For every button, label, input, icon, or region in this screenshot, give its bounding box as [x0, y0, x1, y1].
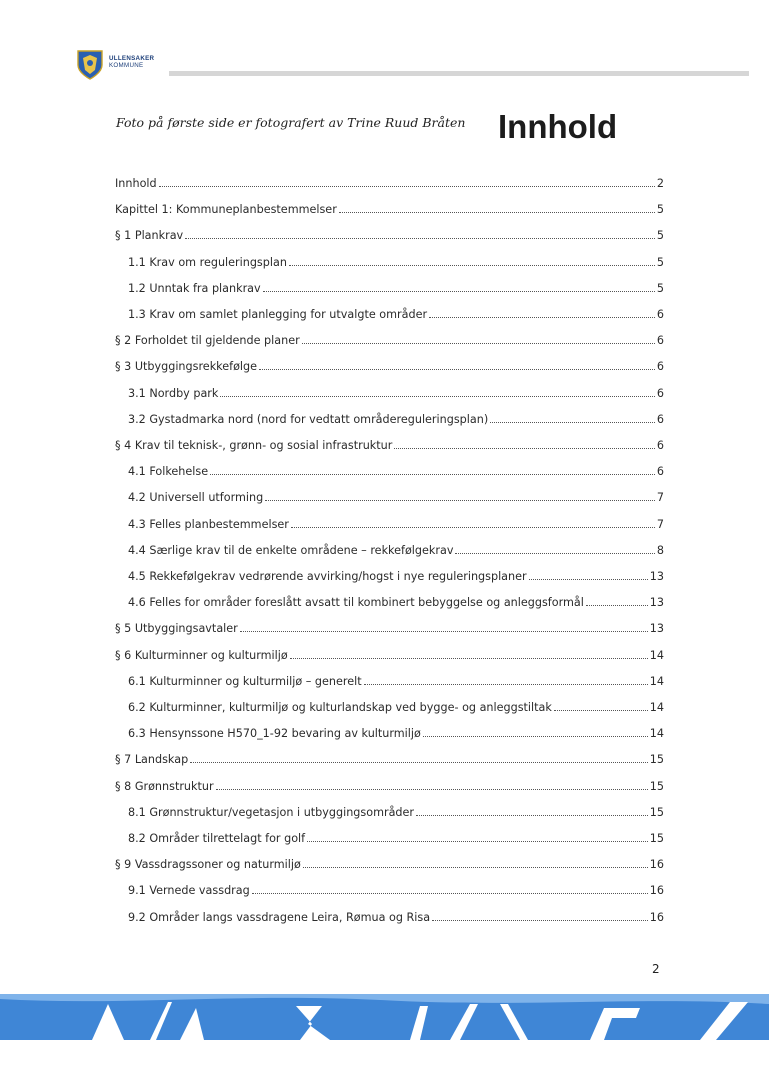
toc-entry-label: Kapittel 1: Kommuneplanbestemmelser: [115, 203, 337, 217]
toc-entry[interactable]: [128, 382, 664, 400]
toc-entry[interactable]: [128, 513, 664, 531]
toc-entry[interactable]: [115, 329, 664, 347]
toc-entry-page: 15: [649, 779, 664, 793]
toc-entry-label: § 9 Vassdragssoner og naturmiljø: [115, 858, 301, 872]
toc-entry-page: 5: [656, 281, 664, 295]
ullensaker-coat-of-arms-icon: [77, 50, 103, 80]
toc-entry-page: 15: [649, 832, 664, 845]
toc-entry-label: 4.3 Felles planbestemmelser: [128, 517, 289, 531]
toc-dot-leader: [185, 238, 655, 239]
toc-dot-leader: [529, 579, 648, 580]
toc-entry[interactable]: [115, 198, 664, 216]
toc-entry-label: 6.1 Kulturminner og kulturmiljø – generelt: [128, 674, 362, 688]
page-title: Innhold: [498, 108, 618, 145]
toc-entry-label: 1.1 Krav om reguleringsplan: [128, 255, 287, 269]
toc-entry-label: 1.2 Unntak fra plankrav: [128, 281, 261, 295]
toc-dot-leader: [159, 186, 655, 187]
toc-entry-page: 15: [649, 753, 664, 767]
toc-entry[interactable]: [128, 722, 664, 740]
toc-entry-label: § 4 Krav til teknisk-, grønn- og sosial infrastruktur: [115, 439, 393, 452]
toc-entry-page: 14: [649, 674, 664, 688]
toc-entry[interactable]: [128, 565, 664, 583]
toc-entry[interactable]: [128, 670, 664, 688]
toc-entry[interactable]: [115, 853, 664, 871]
toc-dot-leader: [240, 631, 648, 632]
toc-entry[interactable]: [128, 303, 664, 321]
toc-dot-leader: [490, 422, 655, 423]
toc-dot-leader: [290, 658, 648, 659]
toc-entry-label: 6.2 Kulturminner, kulturmiljø og kulturlandskap ved bygge- og anleggstiltak: [128, 701, 552, 714]
toc-dot-leader: [252, 893, 648, 894]
toc-entry-page: 5: [656, 203, 664, 217]
toc-dot-leader: [423, 736, 648, 737]
toc-entry[interactable]: [115, 775, 664, 793]
toc-entry-label: 9.2 Områder langs vassdragene Leira, Rømua og Risa: [128, 910, 431, 924]
toc-entry-label: § 6 Kulturminner og kulturmiljø: [115, 648, 288, 662]
page-number: 2: [652, 962, 660, 976]
toc-entry[interactable]: [128, 906, 664, 924]
toc-entry-page: 14: [649, 727, 664, 741]
toc-dot-leader: [291, 527, 655, 528]
toc-entry[interactable]: [115, 748, 664, 766]
toc-entry-page: 6: [656, 334, 664, 348]
toc-entry-label: § 1 Plankrav: [115, 229, 184, 243]
toc-entry-label: 4.1 Folkehelse: [128, 465, 209, 479]
toc-entry-page: 13: [649, 596, 664, 610]
toc-entry[interactable]: [128, 539, 664, 557]
footer-wave-band: [0, 990, 769, 1042]
toc-entry-label: 8.1 Grønnstruktur/vegetasjon i utbyggingsområder: [128, 805, 415, 819]
toc-entry-label: 3.2 Gystadmarka nord (nord for vedtatt områdereguleringsplan): [128, 412, 489, 426]
toc-entry[interactable]: [128, 591, 664, 609]
toc-entry-page: 13: [649, 622, 664, 636]
toc-dot-leader: [302, 343, 655, 344]
toc-entry[interactable]: [128, 251, 664, 269]
toc-entry-label: 8.2 Områder tilrettelagt for golf: [128, 832, 306, 845]
toc-dot-leader: [210, 474, 655, 475]
toc-entry[interactable]: [115, 224, 664, 242]
toc-dot-leader: [586, 605, 648, 606]
toc-entry-label: 6.3 Hensynssone H570_1-92 bevaring av kulturmiljø: [128, 727, 421, 741]
toc-entry-label: 3.1 Nordby park: [128, 386, 219, 400]
header-rule: [169, 71, 749, 76]
toc-dot-leader: [216, 789, 648, 790]
toc-dot-leader: [455, 553, 654, 554]
toc-dot-leader: [263, 291, 655, 292]
toc-dot-leader: [289, 265, 655, 266]
toc-entry-page: 6: [656, 439, 664, 452]
toc-entry[interactable]: [128, 486, 664, 504]
toc-entry[interactable]: [115, 355, 664, 373]
toc-entry[interactable]: [128, 408, 664, 426]
toc-entry-page: 2: [656, 177, 664, 190]
toc-dot-leader: [339, 212, 655, 213]
toc-dot-leader: [429, 317, 655, 318]
toc-dot-leader: [554, 710, 648, 711]
toc-entry[interactable]: [115, 617, 664, 635]
page-header: [77, 50, 749, 80]
toc-dot-leader: [394, 448, 655, 449]
toc-entry-page: 5: [656, 255, 664, 269]
toc-entry-page: 16: [649, 910, 664, 924]
toc-entry-label: 4.6 Felles for områder foreslått avsatt til kombinert bebyggelse og anleggsformål: [128, 596, 584, 610]
photo-credit: Foto på første side er fotografert av Trine Ruud Bråten: [116, 115, 466, 130]
toc-entry[interactable]: [128, 879, 664, 897]
toc-entry[interactable]: [128, 460, 664, 478]
toc-entry-label: § 5 Utbyggingsavtaler: [115, 622, 238, 636]
toc-entry-label: 1.3 Krav om samlet planlegging for utvalgte områder: [128, 308, 428, 321]
toc-entry[interactable]: [115, 644, 664, 662]
toc-entry[interactable]: [115, 172, 664, 190]
toc-dot-leader: [190, 762, 648, 763]
toc-dot-leader: [307, 841, 648, 842]
toc-entry-page: 7: [656, 491, 664, 505]
toc-entry-page: 6: [656, 308, 664, 321]
toc-entry-label: 4.5 Rekkefølgekrav vedrørende avvirking/hogst i nye reguleringsplaner: [128, 570, 527, 583]
toc-entry-label: Innhold: [115, 177, 157, 190]
toc-entry-label: § 7 Landskap: [115, 753, 189, 767]
toc-dot-leader: [303, 867, 648, 868]
toc-dot-leader: [259, 369, 655, 370]
toc-entry-page: 16: [649, 858, 664, 872]
toc-entry-page: 13: [649, 570, 664, 583]
toc-entry[interactable]: [128, 827, 664, 845]
toc-entry-page: 14: [649, 648, 664, 662]
toc-entry[interactable]: [128, 801, 664, 819]
toc-entry-page: 15: [649, 805, 664, 819]
toc-entry-page: 6: [656, 412, 664, 426]
toc-entry-label: 9.1 Vernede vassdrag: [128, 884, 250, 898]
toc-entry[interactable]: [115, 434, 664, 452]
toc-dot-leader: [416, 815, 648, 816]
logo-wordmark: [109, 56, 154, 69]
toc-dot-leader: [364, 684, 648, 685]
toc-entry-page: 6: [656, 465, 664, 479]
toc-entry-label: § 3 Utbyggingsrekkefølge: [115, 360, 258, 374]
toc-entry[interactable]: [128, 696, 664, 714]
toc-entry[interactable]: [128, 277, 664, 295]
toc-entry-label: 4.2 Universell utforming: [128, 491, 264, 505]
logo-name: ULLENSAKER: [109, 55, 155, 62]
toc-entry-page: 5: [656, 229, 664, 243]
toc-entry-label: § 8 Grønnstruktur: [115, 779, 214, 793]
toc-entry-label: § 2 Forholdet til gjeldende planer: [115, 334, 300, 348]
toc-entry-page: 16: [649, 884, 664, 898]
toc-dot-leader: [220, 396, 654, 397]
toc-dot-leader: [265, 500, 655, 501]
toc-dot-leader: [432, 920, 648, 921]
toc-entry-page: 8: [656, 543, 664, 557]
toc-entry-page: 6: [656, 386, 664, 400]
toc-entry-page: 6: [656, 360, 664, 374]
toc-entry-page: 7: [656, 517, 664, 531]
toc-entry-label: 4.4 Særlige krav til de enkelte områdene – rekkefølgekrav: [128, 543, 454, 557]
logo-subtitle: KOMMUNE: [109, 62, 144, 70]
toc-entry-page: 14: [649, 701, 664, 714]
